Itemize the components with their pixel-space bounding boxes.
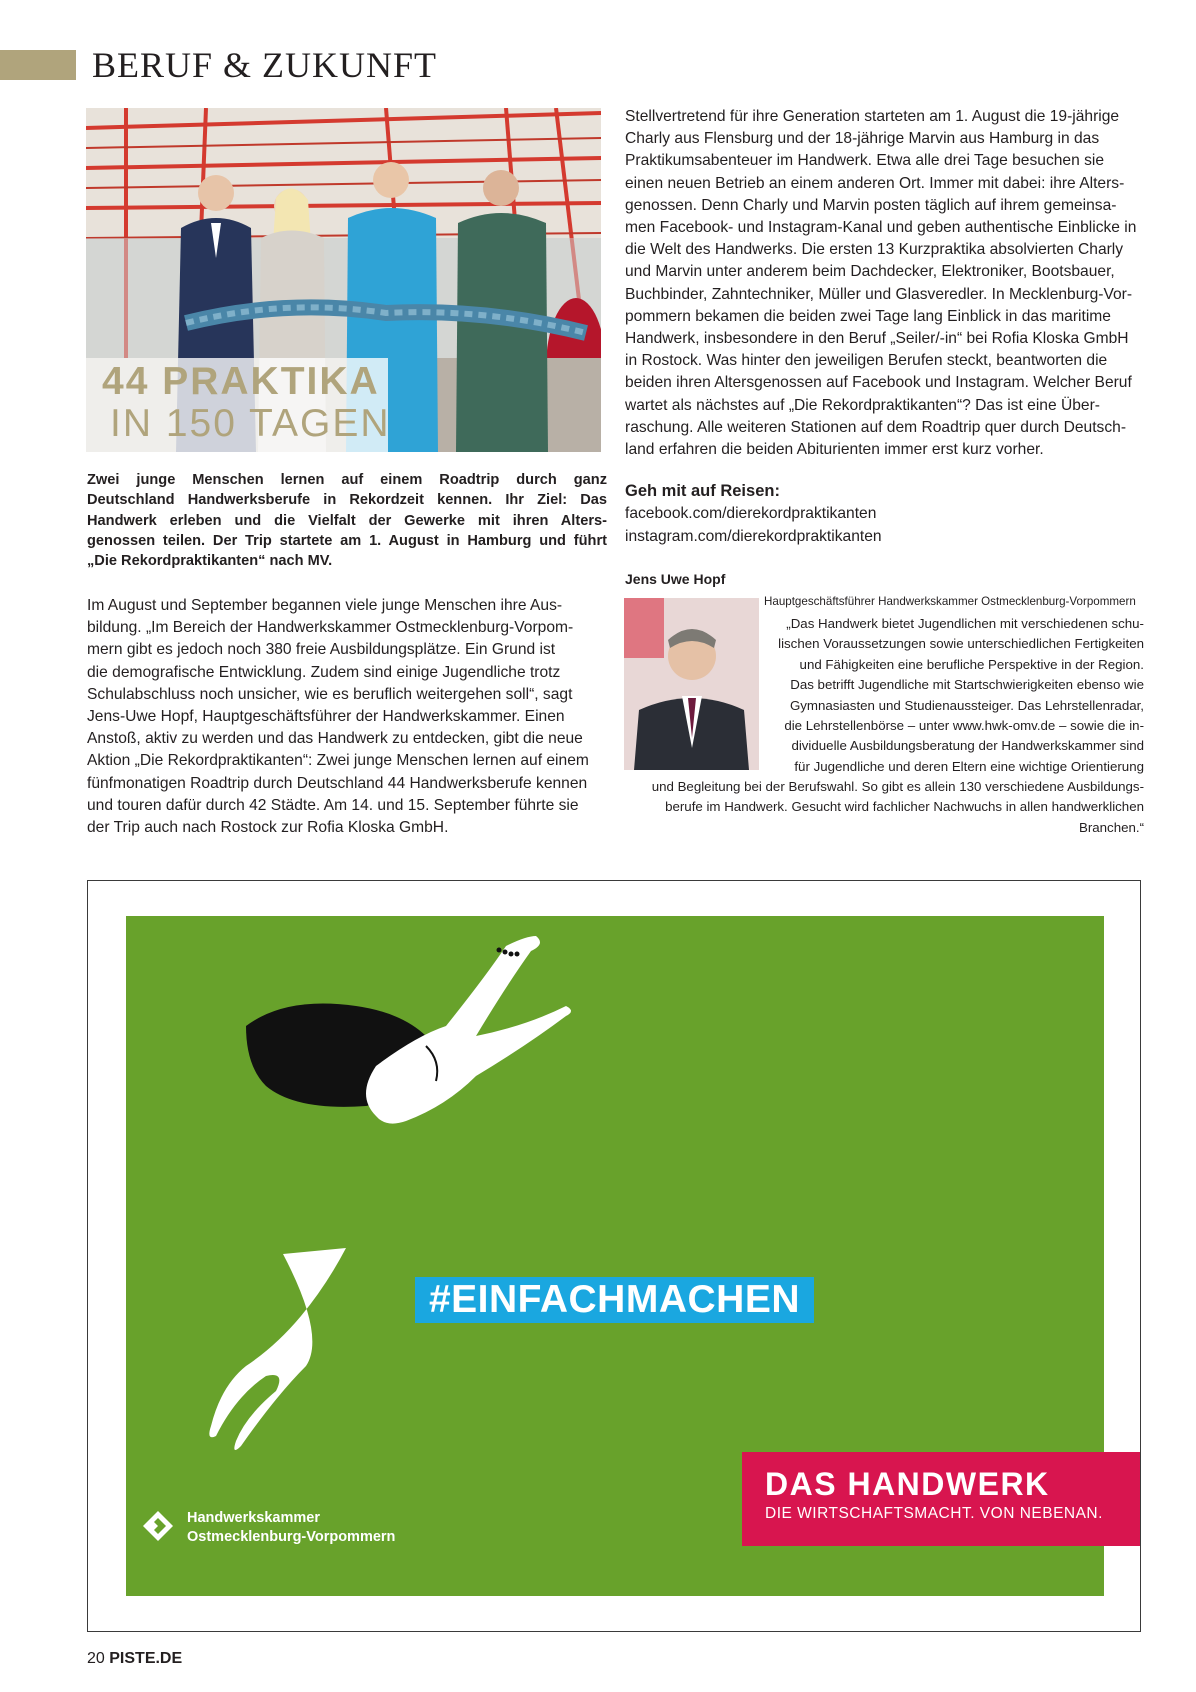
body-line: wartet als nächstes auf „Die Rekordpraktikanten“? Das ist eine Über-: [625, 396, 1100, 414]
body-line: genossen. Denn Charly und Marvin posten täglich auf ihrem gemeinsa-: [625, 196, 1117, 214]
body-line: die demografische Entwicklung. Zudem sind einige Jugendliche trotz: [87, 663, 561, 681]
das-handwerk-title: DAS HANDWERK: [765, 1466, 1050, 1502]
lead-line: Zwei junge Menschen lernen auf einem Roadtrip durch ganz: [87, 472, 607, 488]
page-footer: [87, 1650, 182, 1668]
quote-line: die Lehrstellenbörse – unter www.hwk-omv.de – sowie die in-: [784, 718, 1144, 733]
quote-line: berufe im Handwerk. Gesucht wird fachlicher Nachwuchs in allen handwerklichen: [665, 799, 1144, 814]
page-number: 20: [87, 1650, 105, 1667]
headline-line1: 44 PRAKTIKA: [102, 360, 380, 403]
quote-line: Gymnasiasten und Studienaussteiger. Das Lehrstellenradar,: [789, 698, 1144, 713]
section-color-bar: [0, 50, 76, 80]
body-line: land erfahren die beiden Abiturienten immer erst kurz vorher.: [625, 441, 1044, 459]
body-line: Stellvertretend für ihre Generation starteten am 1. August die 19-jährige: [625, 108, 1120, 125]
site-name: PISTE.DE: [109, 1650, 183, 1667]
body-line: Aktion „Die Rekordpraktikanten“: Zwei junge Menschen lernen auf einem: [87, 752, 589, 770]
hwk-name-line1: Handwerkskammer: [187, 1510, 320, 1526]
section-title: BERUF & ZUKUNFT: [92, 45, 438, 85]
body-line: Anstoß, aktiv zu werden und das Handwerk zu entdecken, gibt die neue: [87, 730, 583, 748]
quote-line: und Begleitung bei der Berufswahl. So gibt es allein 130 verschiedene Ausbildungs-: [651, 779, 1144, 794]
body-text-right: [625, 106, 1145, 461]
body-line: bildung. „Im Bereich der Handwerkskammer Ostmecklenburg-Vorpom-: [87, 619, 574, 637]
body-line: Handwerk, insbesondere in den Beruf „Seiler/-in“ bei Rofia Kloska GmbH: [625, 330, 1129, 348]
quote-line: Branchen.“: [1078, 820, 1144, 835]
quote-line: für Jugendliche und deren Eltern eine wichtige Orientierung: [794, 759, 1144, 774]
body-line: Im August und September begannen viele junge Menschen ihre Aus-: [87, 597, 563, 614]
person-role: Hauptgeschäftsführer Handwerkskammer Ostmecklenburg-Vorpommern: [764, 595, 1136, 608]
quote-line: dividuelle Ausbildungsberatung der Handwerkskammer sind: [791, 738, 1144, 753]
body-line: in Rostock. Was hinter den jeweiligen Berufen steckt, beantworten die: [625, 352, 1108, 370]
headline-line2: IN 150 TAGEN: [110, 402, 391, 445]
hwk-name-line2: Ostmecklenburg-Vorpommern: [187, 1529, 396, 1545]
hwk-logo-icon: [142, 1510, 174, 1542]
hashtag-text: #EINFACHMACHEN: [428, 1278, 801, 1321]
person-photo: [624, 598, 759, 770]
hwk-name: [187, 1509, 395, 1547]
body-line: fünfmonatigen Roadtrip durch Deutschland 44 Handwerksberufe kennen: [87, 774, 588, 792]
body-line: pommern bekamen die beiden zwei Tage lang Einblick in das maritime: [625, 307, 1111, 325]
body-line: raschung. Alle weiteren Stationen auf dem Roadtrip quer durch Deutsch-: [625, 418, 1127, 436]
quote-line: „Das Handwerk bietet Jugendlichen mit verschiedenen schu-: [786, 616, 1144, 631]
lead-line: genossen teilen. Der Trip startete am 1. August in Hamburg und führt: [87, 532, 607, 549]
body-line: Charly aus Flensburg und der 18-jährige Marvin aus Hamburg in das: [625, 130, 1100, 148]
lead-line: „Die Rekordpraktikanten“ nach MV.: [87, 553, 333, 570]
body-line: mern gibt es jedoch noch 380 freie Ausbildungsplätze. Ein Grund ist: [87, 641, 556, 659]
body-line: Schulabschluss noch unsicher, wie es beruflich weitergehen soll“, sagt: [87, 685, 573, 703]
lead-line: Handwerk erleben und die Vielfalt der Gewerke mit ihren Alters-: [87, 512, 607, 529]
body-line: men Facebook- und Instagram-Kanal und geben authentische Einblicke in: [625, 219, 1137, 237]
quote-line: lischen Voraussetzungen sowie unterschiedlichen Fertigkeiten: [778, 636, 1144, 651]
body-line: Jens-Uwe Hopf, Hauptgeschäftsführer der Handwerkskammer. Einen: [87, 708, 565, 726]
body-line: der Trip auch nach Rostock zur Rofia Kloska GmbH.: [87, 819, 449, 837]
body-line: und Marvin unter anderem beim Dachdecker, Elektroniker, Bootsbauer,: [625, 263, 1115, 281]
lead-paragraph: [87, 470, 607, 571]
lead-line: Deutschland Handwerksberufe in Rekordzeit kennen. Ihr Ziel: Das: [87, 492, 607, 509]
body-line: und touren dafür durch 42 Städte. Am 14. und 15. September führte sie: [87, 796, 579, 814]
instagram-link[interactable]: instagram.com/dierekordpraktikanten: [625, 528, 882, 545]
body-line: beiden ihren Altersgenossen auf Facebook und Instagram. Welcher Beruf: [625, 374, 1132, 392]
body-line: Praktikumsabenteuer im Handwerk. Etwa alle drei Tage besuchen sie: [625, 152, 1105, 170]
quote-line: Das betrifft Jugendliche mit Startschwierigkeiten ebenso wie: [790, 677, 1144, 692]
reisen-heading: Geh mit auf Reisen:: [625, 482, 780, 500]
body-text-left: [87, 595, 607, 839]
facebook-link[interactable]: facebook.com/dierekordpraktikanten: [625, 505, 877, 522]
body-line: einen neuen Betrieb an einem anderen Ort. Immer mit dabei: ihre Alters-: [625, 174, 1125, 192]
person-name: Jens Uwe Hopf: [625, 571, 726, 587]
body-line: die Welt des Handwerks. Die ersten 13 Kurzpraktika absolvierten Charly: [625, 241, 1124, 259]
quote-line: und Fähigkeiten eine berufliche Perspektive in der Region.: [799, 657, 1144, 672]
body-line: Buchbinder, Zahntechniker, Müller und Glasveredler. In Mecklenburg-Vor-: [625, 285, 1133, 303]
das-handwerk-subtitle: DIE WIRTSCHAFTSMACHT. VON NEBENAN.: [765, 1505, 1103, 1522]
